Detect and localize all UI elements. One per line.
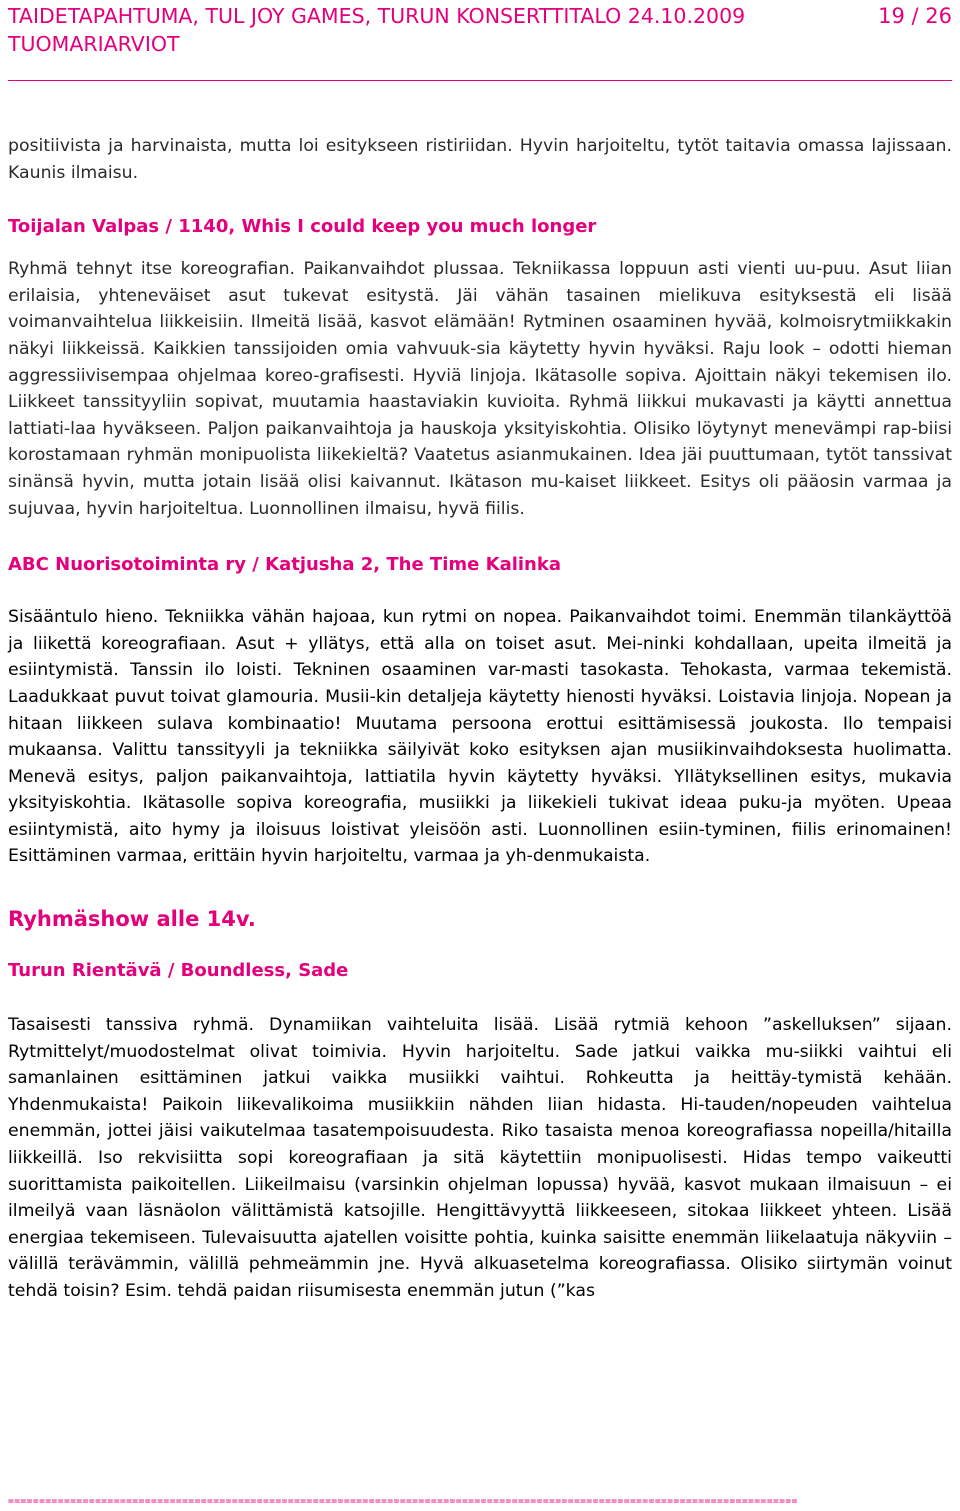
footer-divider: ===============================================================================================================================	[8, 1497, 798, 1507]
entry-title-toijalan-valpas: Toijalan Valpas / 1140, Whis I could keep you much longer	[8, 216, 597, 238]
document-body	[8, 133, 952, 1305]
entry-title-turun-rientava: Turun Rientävä / Boundless, Sade	[8, 960, 349, 982]
intro-paragraph: positiivista ja harvinaista, mutta loi esitykseen ristiriidan. Hyvin harjoiteltu, tytöt taitavia omassa lajissaan. Kaunis ilmaisu.	[8, 136, 952, 183]
entry-title-abc-nuorisotoiminta: ABC Nuorisotoiminta ry / Katjusha 2, The Time Kalinka	[8, 554, 561, 576]
document-title: TUOMARIARVIOT	[8, 32, 180, 56]
section-title-ryhmashow: Ryhmäshow alle 14v.	[8, 907, 256, 932]
page-header	[8, 2, 952, 81]
event-title: TAIDETAPAHTUMA, TUL JOY GAMES, TURUN KONSERTTITALO 24.10.2009	[8, 4, 746, 28]
page-number: 19 / 26	[878, 4, 952, 28]
entry-text-toijalan-valpas: Ryhmä tehnyt itse koreografian. Paikanvaihdot plussaa. Tekniikassa loppuun asti vienti uu-puu. Asut liian erilaisia, yhteneväiset asut tukevat esitystä. Jäi vähän tasainen mielikuva esityksestä eli lisää voimanvaihtelua liikkeisiin. Ilmeitä lisää, kasvot elämään! Rytminen osaaminen hyvää, kolmoisrytmiikkakin näkyi liikkeissä. Kaikkien tanssijoiden omia vahvuuk-sia käytetty hyvin hyväksi. Raju look – odotti hieman aggressiivisempaa ohjelmaa koreo-grafisesti. Hyviä linjoja. Ikätasolle sopiva. Ajoittain näkyi tekemisen ilo. Liikkeet tanssityyliin sopivat, muutamia haastaviakin kuvioita. Ryhmä liikkui mukavasti ja käytti annettua lattiati-laa hyväkseen. Paljon paikanvaihtoja ja hauskoja yksityiskohtia. Olisiko löytynyt menevämpi rap-biisi korostamaan ryhmän monipuolista liikekieltä? Vaatetus asianmukainen. Idea jäi puuttumaan, tytöt tanssivat sinänsä hyvin, mutta jotain lisää olisi kaivannut. Ikätason mu-kaiset liikkeet. Esitys oli pääosin varmaa ja sujuvaa, hyvin harjoiteltua. Luonnollinen ilmaisu, hyvä fiilis.	[8, 259, 952, 519]
entry-text-turun-rientava: Tasaisesti tanssiva ryhmä. Dynamiikan vaihteluita lisää. Lisää rytmiä kehoon ”askelluksen” sijaan. Rytmittelyt/muodostelmat olivat toimivia. Hyvin harjoiteltu. Sade jatkui vaikka mu-siikki vaihtui eli samanlainen esittäminen jatkui vaikka musiikki vaihtui. Rohkeutta ja heittäy-tymistä kehään. Yhdenmukaista! Paikoin liikevalikoima musiikkiin nähden liian hidasta. Hi-tauden/nopeuden vaihtelua enemmän, jottei jäisi vaikutelmaa tasatempoisuudesta. Riko tasaista menoa koreografiassa nopeilla/hitailla liikkeillä. Iso rekvisiitta sopi koreografiaan ja sitä käytettiin monipuolisesti. Hidas tempo vaikeutti suorittamista paikoitellen. Liikeilmaisu (varsinkin ohjelman lopussa) hyvää, kasvot mukaan ilmaisuun – ei ilmeilyä vaan läsnäolon välittämistä katsojille. Hengittävyyttä liikkeeseen, sitokaa liikkeet yhteen. Lisää energiaa tekemiseen. Tulevaisuutta ajatellen voisitte pohtia, kuinka saisitte enemmän liikelaatuja näkyviin – välillä terävämmin, välillä pehmeämmin jne. Hyvä alkuasetelma koreografiassa. Olisiko siirtymän voinut tehdä toisin? Esim. tehdä paidan riisumisesta enemmän jutun (”kas	[8, 1015, 952, 1301]
entry-text-abc-nuorisotoiminta: Sisääntulo hieno. Tekniikka vähän hajoaa, kun rytmi on nopea. Paikanvaihdot toimi. Enemmän tilankäyttöä ja liikettä koreografiaan. Asut + yllätys, että alla on toiset asut. Mei-ninki kohdallaan, upeita ilmeitä ja esiintymistä. Tanssin ilo loisti. Tekninen osaaminen var-masti tasokasta. Tehokasta, varmaa tekemistä. Laadukkaat puvut toivat glamouria. Musii-kin detaljeja käytetty hienosti hyväksi. Loistavia linjoja. Nopean ja hitaan liikkeen sulava kombinaatio! Muutama persoona erottui esittämisessä joukosta. Ilo tempaisi mukaansa. Valittu tanssityyli ja tekniikka säilyivät koko esityksen ajan musiikinvaihdoksesta huolimatta. Menevä esitys, paljon paikanvaihtoja, lattiatila hyvin käytetty hyväksi. Yllätyksellinen esitys, mukavia yksityiskohtia. Ikätasolle sopiva koreografia, musiikki ja liikekieli tukivat ideaa puku-ja myöten. Upeaa esiintymistä, aito hymy ja iloisuus loistivat yleisöön asti. Luonnollinen esiin-tyminen, fiilis erinomainen! Esittäminen varmaa, erittäin hyvin harjoiteltu, varmaa ja yh-denmukaista.	[8, 607, 952, 867]
